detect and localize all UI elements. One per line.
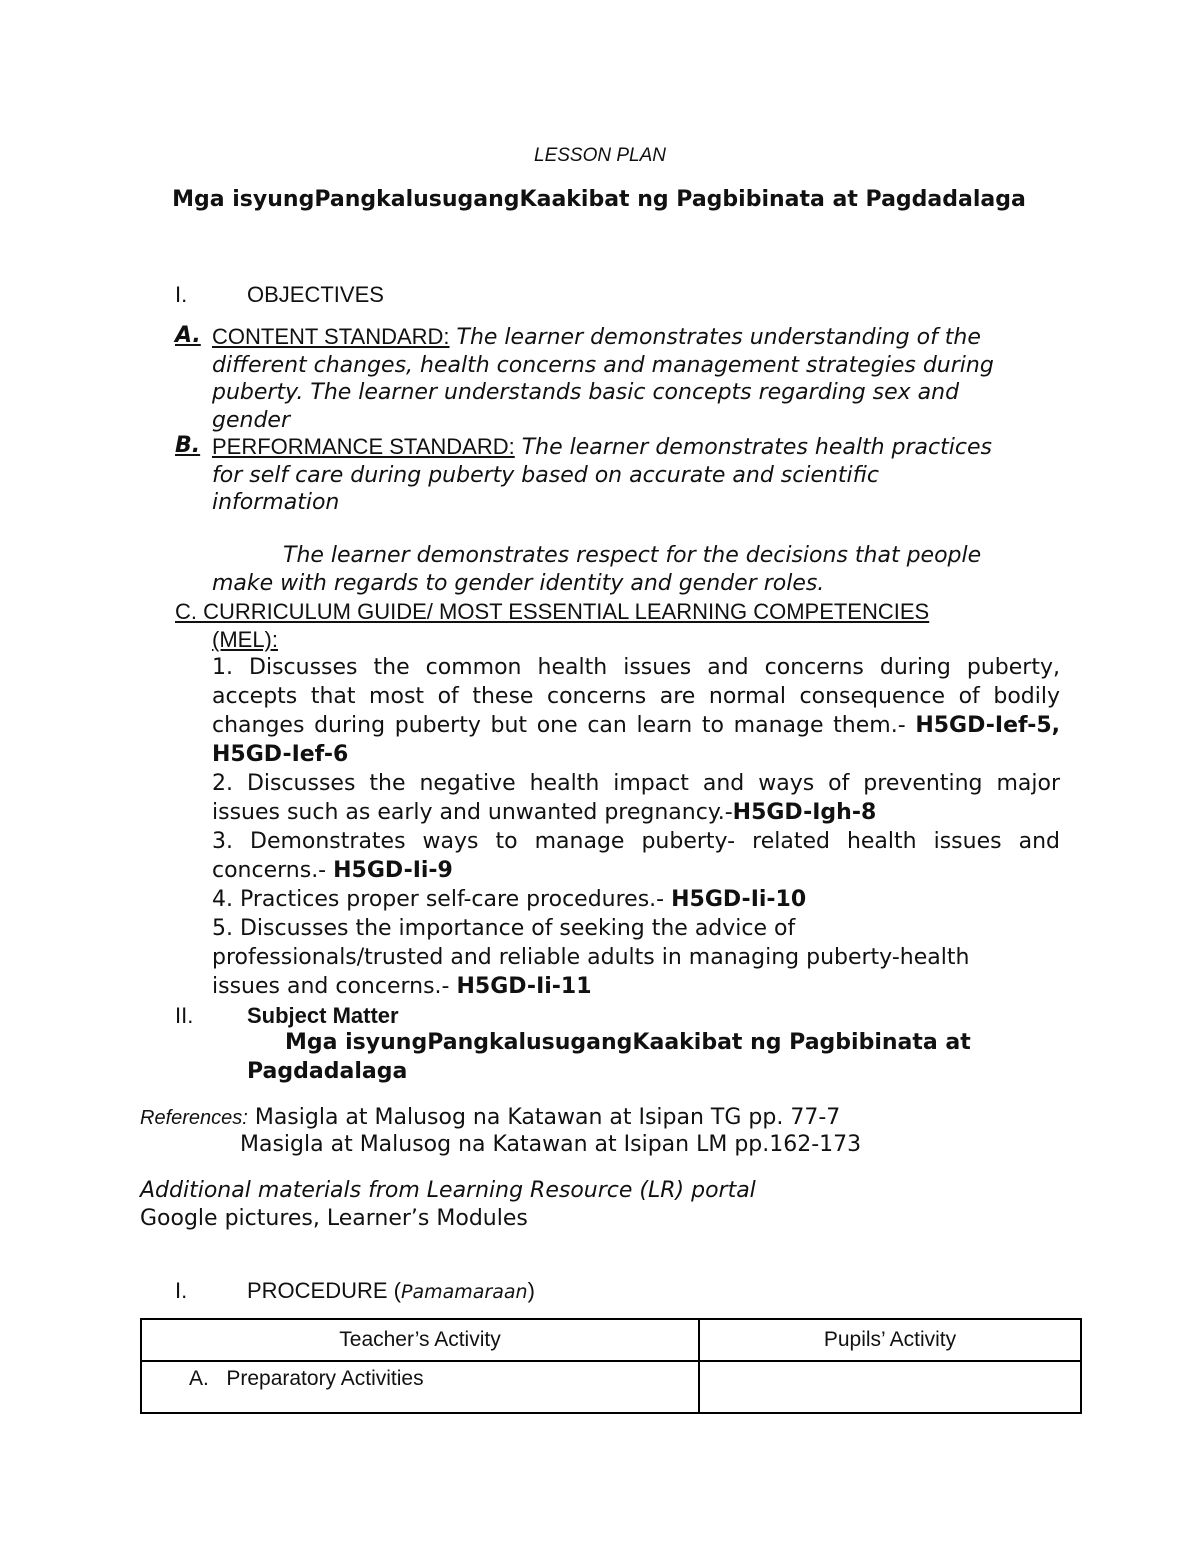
mel-item-1 — [212, 653, 1060, 769]
lesson-title: Mga isyungPangkalusugangKaakibat ng Pagbibinata at Pagdadalaga — [172, 187, 1026, 212]
procedure-numeral: I. — [175, 1278, 188, 1303]
performance-standard-line: for self care during puberty based on accurate and scientific — [212, 462, 879, 488]
subject-matter-numeral: II. — [175, 1003, 194, 1028]
procedure-heading-text: PROCEDURE ( — [247, 1278, 402, 1303]
mel-item-text: 3. Demonstrates ways to manage puberty- related health issues and concerns.- — [212, 829, 1060, 883]
column-header-pupils: Pupils’ Activity — [699, 1319, 1081, 1361]
table-row — [141, 1361, 1081, 1413]
content-standard-label: CONTENT STANDARD: — [212, 324, 450, 349]
performance-standard-extra-line: make with regards to gender identity and gender roles. — [212, 570, 825, 596]
references-line — [140, 1104, 840, 1130]
teacher-activity-text: A. Preparatory Activities — [189, 1367, 424, 1390]
mel-item-code: H5GD-Ii-11 — [456, 974, 592, 999]
procedure-table — [140, 1318, 1082, 1414]
curriculum-guide-heading: C. CURRICULUM GUIDE/ MOST ESSENTIAL LEARNING COMPETENCIES — [175, 599, 930, 624]
content-standard-line: puberty. The learner understands basic concepts regarding sex and — [212, 380, 960, 405]
mel-item-code: H5GD-Igh-8 — [732, 800, 877, 825]
procedure-heading-close: ) — [527, 1278, 535, 1303]
mel-item-2 — [212, 769, 1060, 827]
procedure-heading — [247, 1278, 535, 1304]
performance-standard-extra — [212, 542, 1062, 597]
performance-standard-extra-line: The learner demonstrates respect for the decisions that people — [283, 543, 982, 568]
mel-item-4 — [212, 885, 1060, 914]
teacher-activity-cell — [141, 1361, 699, 1413]
column-header-teacher: Teacher’s Activity — [141, 1319, 699, 1361]
mel-item-5 — [212, 914, 1032, 1001]
content-standard-line: The learner demonstrates understanding of the — [449, 325, 981, 350]
mel-item-code: H5GD-Ii-9 — [333, 858, 453, 883]
performance-standard-line: information — [212, 490, 340, 515]
content-standard-line: different changes, health concerns and management strategies during — [212, 352, 994, 378]
additional-materials-label: Additional materials from Learning Resource (LR) portal — [140, 1178, 756, 1203]
curriculum-guide-heading-line2: (MEL): — [212, 627, 278, 652]
content-standard-line: gender — [212, 407, 290, 433]
mel-item-text: 4. Practices proper self-care procedures.- — [212, 887, 672, 912]
content-standard — [212, 323, 1062, 434]
additional-materials-items: Google pictures, Learner’s Modules — [140, 1206, 528, 1231]
mel-item-text: 1. Discusses the common health issues and concerns during puberty, accepts that most of these concerns are normal consequence of bodily changes during puberty but one can learn to manage them.- — [212, 655, 1060, 738]
mel-item-code: H5GD-Ief-5, H5GD-Ief-6 — [212, 713, 1060, 767]
subject-matter-heading: Subject Matter — [247, 1003, 399, 1028]
subject-matter-title: Mga isyungPangkalusugangKaakibat ng Pagbibinata at — [285, 1030, 971, 1055]
subject-matter-title-line2: Pagdadalaga — [247, 1059, 408, 1084]
mel-item-text: 2. Discusses the negative health impact and ways of preventing major issues such as early and unwanted pregnancy.- — [212, 771, 1060, 825]
procedure-heading-italic: Pamamaraan — [401, 1281, 528, 1303]
reference-item: Masigla at Malusog na Katawan at Isipan TG pp. 77-7 — [247, 1105, 841, 1130]
performance-standard-label: PERFORMANCE STANDARD: — [212, 434, 515, 459]
content-standard-letter: A. — [175, 323, 201, 348]
pupils-activity-cell — [699, 1361, 1081, 1413]
performance-standard — [212, 433, 1062, 517]
performance-standard-letter: B. — [175, 433, 201, 458]
mel-item-code: H5GD-Ii-10 — [671, 887, 807, 912]
mel-item-3 — [212, 827, 1060, 885]
mel-item-text: 5. Discusses the importance of seeking the advice of professionals/trusted and reliable adults in managing puberty-health issues and concerns.- — [212, 916, 970, 999]
performance-standard-line: The learner demonstrates health practices — [514, 435, 992, 460]
table-header-row — [141, 1319, 1081, 1361]
references-label: References: — [140, 1107, 248, 1129]
objectives-numeral: I. — [175, 282, 188, 307]
objectives-heading: OBJECTIVES — [247, 282, 384, 307]
reference-item: Masigla at Malusog na Katawan at Isipan LM pp.162-173 — [240, 1132, 862, 1157]
lesson-plan-heading: LESSON PLAN — [534, 145, 666, 166]
